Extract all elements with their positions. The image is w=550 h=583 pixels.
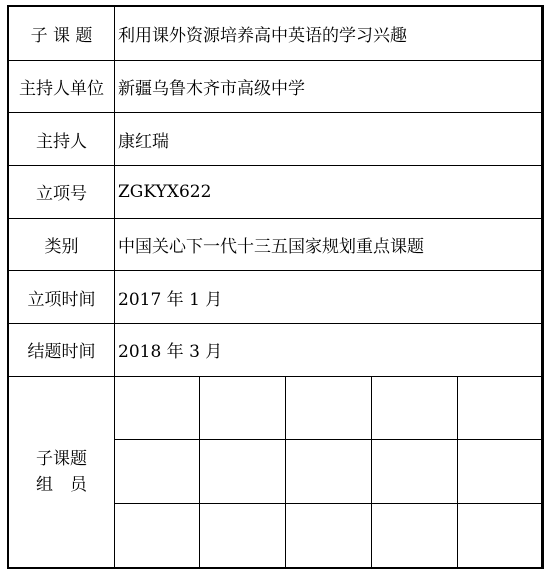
member-cell <box>372 440 458 504</box>
value-host-unit: 新疆乌鲁木齐市高级中学 <box>115 60 542 113</box>
value-category: 中国关心下一代十三五国家规划重点课题 <box>115 218 542 271</box>
member-cell <box>200 440 286 504</box>
row-project-number <box>9 165 542 218</box>
row-start-date <box>9 271 542 324</box>
member-cell <box>372 376 458 440</box>
label-subproject-title: 子 课 题 <box>9 7 115 61</box>
row-host <box>9 113 542 166</box>
member-cell <box>200 504 286 568</box>
member-cell <box>286 504 372 568</box>
row-members-1 <box>9 376 542 440</box>
label-project-number: 立项号 <box>9 165 115 218</box>
member-cell <box>286 440 372 504</box>
value-subproject-title: 利用课外资源培养高中英语的学习兴趣 <box>115 7 542 61</box>
member-cell <box>115 376 200 440</box>
member-cell <box>115 504 200 568</box>
row-subproject-title <box>9 7 542 61</box>
value-end-date: 2018 年 3 月 <box>115 323 542 376</box>
value-project-number: ZGKYX622 <box>115 165 542 218</box>
member-cell <box>200 376 286 440</box>
value-host: 康红瑞 <box>115 113 542 166</box>
row-host-unit <box>9 60 542 113</box>
label-host-unit: 主持人单位 <box>9 60 115 113</box>
label-host: 主持人 <box>9 113 115 166</box>
label-start-date: 立项时间 <box>9 271 115 324</box>
member-cell <box>458 376 542 440</box>
member-cell <box>286 376 372 440</box>
member-cell <box>458 440 542 504</box>
row-end-date <box>9 323 542 376</box>
member-cell <box>372 504 458 568</box>
project-info-form <box>7 5 544 569</box>
row-category <box>9 218 542 271</box>
project-info-table <box>8 6 542 568</box>
member-cell <box>115 440 200 504</box>
members-label-line2: 组 员 <box>36 474 87 495</box>
members-label-line1: 子课题 <box>36 448 87 469</box>
label-members <box>9 376 115 567</box>
member-cell <box>458 504 542 568</box>
label-end-date: 结题时间 <box>9 323 115 376</box>
value-start-date: 2017 年 1 月 <box>115 271 542 324</box>
label-category: 类别 <box>9 218 115 271</box>
